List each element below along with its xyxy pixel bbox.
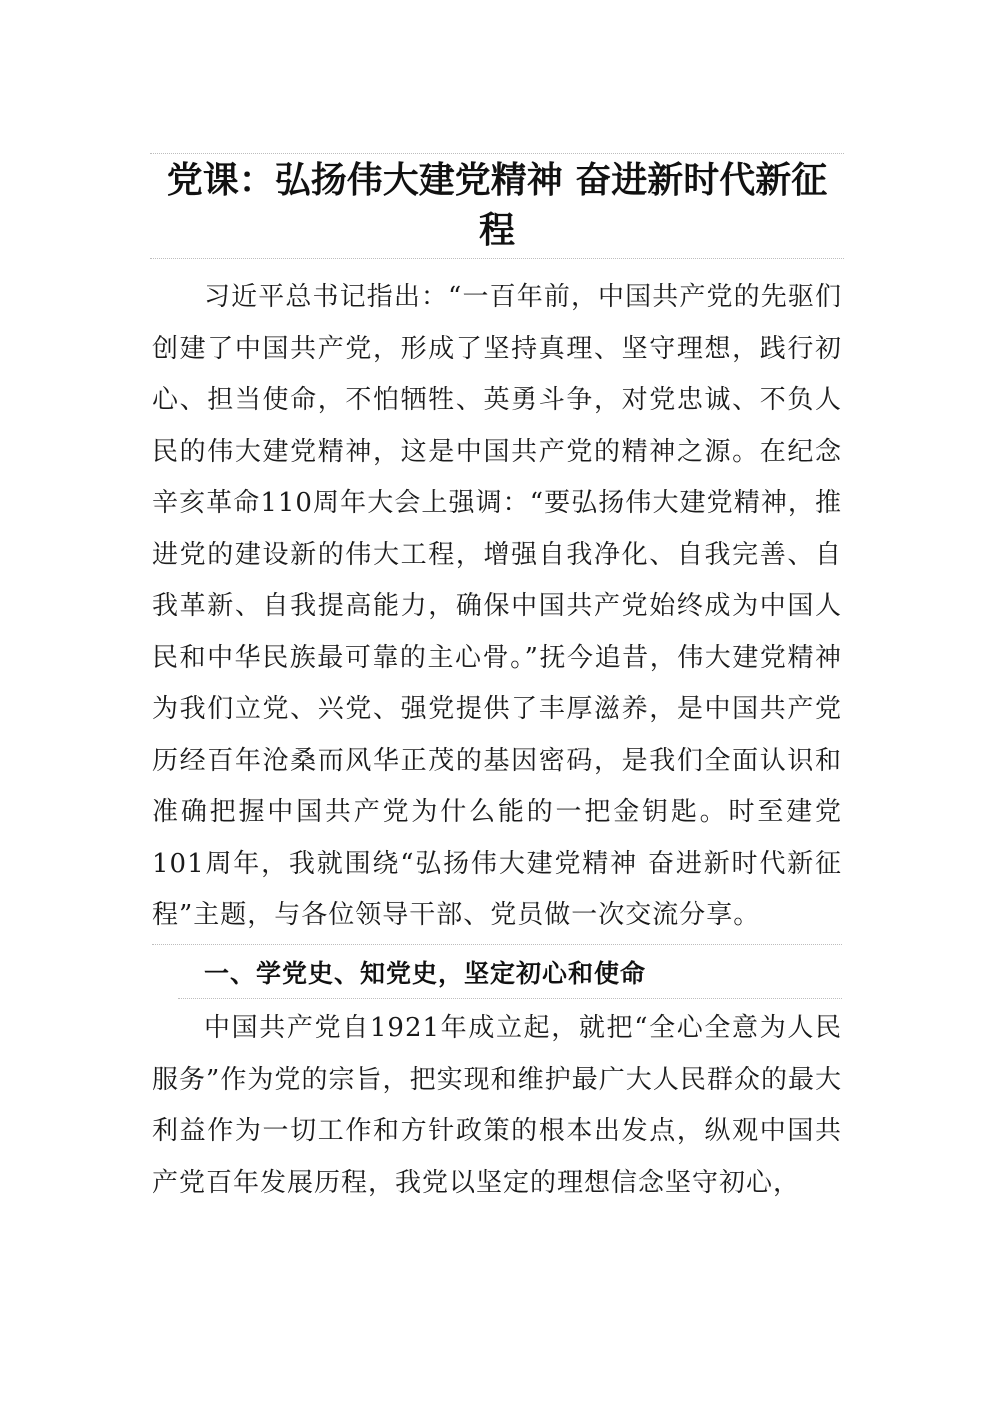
document-title: 党课：弘扬伟大建党精神 奋进新时代新征程 bbox=[166, 160, 828, 251]
body-paragraph-2: 中国共产党自1921年成立起，就把“全心全意为人民服务”作为党的宗旨，把实现和维护最广大人民群众的最大利益作为一切工作和方针政策的根本出发点，纵观中国共产党百年发展历程，我党以坚定的理想信念坚守初心， bbox=[152, 1013, 842, 1198]
title-top-rule bbox=[150, 153, 844, 154]
body-paragraph-1: 习近平总书记指出：“一百年前，中国共产党的先驱们创建了中国共产党，形成了坚持真理、坚守理想，践行初心、担当使命，不怕牺牲、英勇斗争，对党忠诚、不负人民的伟大建党精神，这是中国共产党的精神之源。在纪念辛亥革命110周年大会上强调：“要弘扬伟大建党精神，推进党的建设新的伟大工程，增强自我净化、自我完善、自我革新、自我提高能力，确保中国共产党始终成为中国人民和中华民族最可靠的主心骨。”抚今追昔，伟大建党精神为我们立党、兴党、强党提供了丰厚滋养，是中国共产党历经百年沧桑而风华正茂的基因密码，是我们全面认识和准确把握中国共产党为什么能的一把金钥匙。时至建党101周年，我就围绕“弘扬伟大建党精神 奋进新时代新征程”主题，与各位领导干部、党员做一次交流分享。 bbox=[152, 282, 842, 930]
paragraph-1-bottom-rule bbox=[152, 944, 842, 945]
section-heading-1: 一、学党史、知党史，坚定初心和使命 bbox=[204, 959, 647, 988]
heading-bottom-rule bbox=[178, 998, 842, 999]
title-bottom-rule bbox=[150, 258, 844, 259]
